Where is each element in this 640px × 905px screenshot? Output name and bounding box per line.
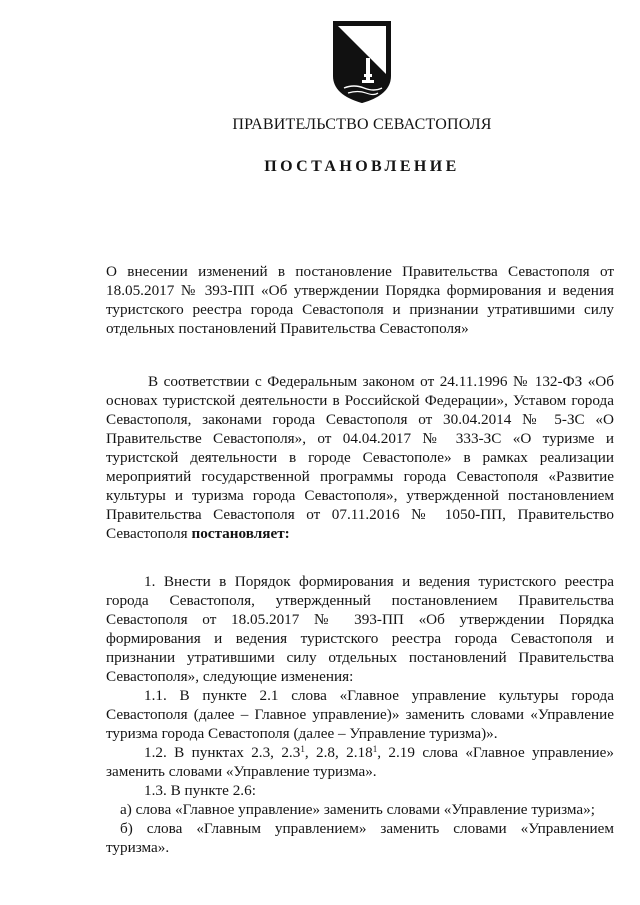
superscript-2: 1 <box>372 744 378 754</box>
item-1-1: 1.1. В пункте 2.1 слова «Главное управление культуры города Севастополя (далее – Главное управление)» заменить словами «Управление туризма города Севастополя (далее – Управление туризма)». <box>106 687 614 742</box>
item-1-3-b: б) слова «Главным управлением» заменить словами «Управлением туризма». <box>106 820 614 856</box>
superscript-1: 1 <box>300 744 305 754</box>
item-1: 1. Внести в Порядок формирования и ведения туристского реестра города Севастополя, утвержденный постановлением Правительства Севастополя от 18.05.2017 № 393-ПП «Об утверждении Порядка формирования и ведения туристского реестра города Севастополя и признании утратившими силу отдельных постановлений Правительства Севастополя», следующие изменения: <box>106 573 614 685</box>
item-1-2-part-a: 1.2. В пунктах 2.3, 2.3 <box>144 744 301 761</box>
document-subject: О внесении изменений в постановление Правительства Севастополя от 18.05.2017 № 393-ПП «Об утверждении Порядка формирования и ведения туристского реестра города Севастополя и признании утратившими силу отдельных постановлений Правительства Севастополя» <box>106 263 614 337</box>
document-type: ПОСТАНОВЛЕНИЕ <box>264 158 460 175</box>
item-1-3-a: а) слова «Главное управление» заменить словами «Управление туризма»; <box>120 801 595 818</box>
operative-part <box>106 572 614 857</box>
resolves-word: постановляет: <box>191 525 290 542</box>
item-1-2 <box>106 743 614 781</box>
preamble <box>106 372 614 543</box>
item-1-2-part-c: , 2.19 слова «Главное управление» заменить словами «Управление туризма». <box>106 744 614 780</box>
item-1-2-part-b: , 2.8, 2.18 <box>304 744 373 761</box>
sevastopol-coat-of-arms <box>330 18 394 104</box>
government-name: ПРАВИТЕЛЬСТВО СЕВАСТОПОЛЯ <box>232 116 492 133</box>
preamble-text: В соответствии с Федеральным законом от 24.11.1996 № 132-ФЗ «Об основах туристской деятельности в Российской Федерации», Уставом города Севастополя, законами города Севастополя от 30.04.2014 № 5-ЗС «О Правительстве Севастополя», от 04.04.2017 № 333-ЗС «О туризме и туристской деятельности в городе Севастополе» в рамках реализации мероприятий государственной программы города Севастополя «Развитие культуры и туризма города Севастополя», утвержденной постановлением Правительства Севастополя от 07.11.2016 № 1050-ПП, Правительство Севастополя <box>106 373 614 542</box>
item-1-3: 1.3. В пункте 2.6: <box>144 782 256 799</box>
